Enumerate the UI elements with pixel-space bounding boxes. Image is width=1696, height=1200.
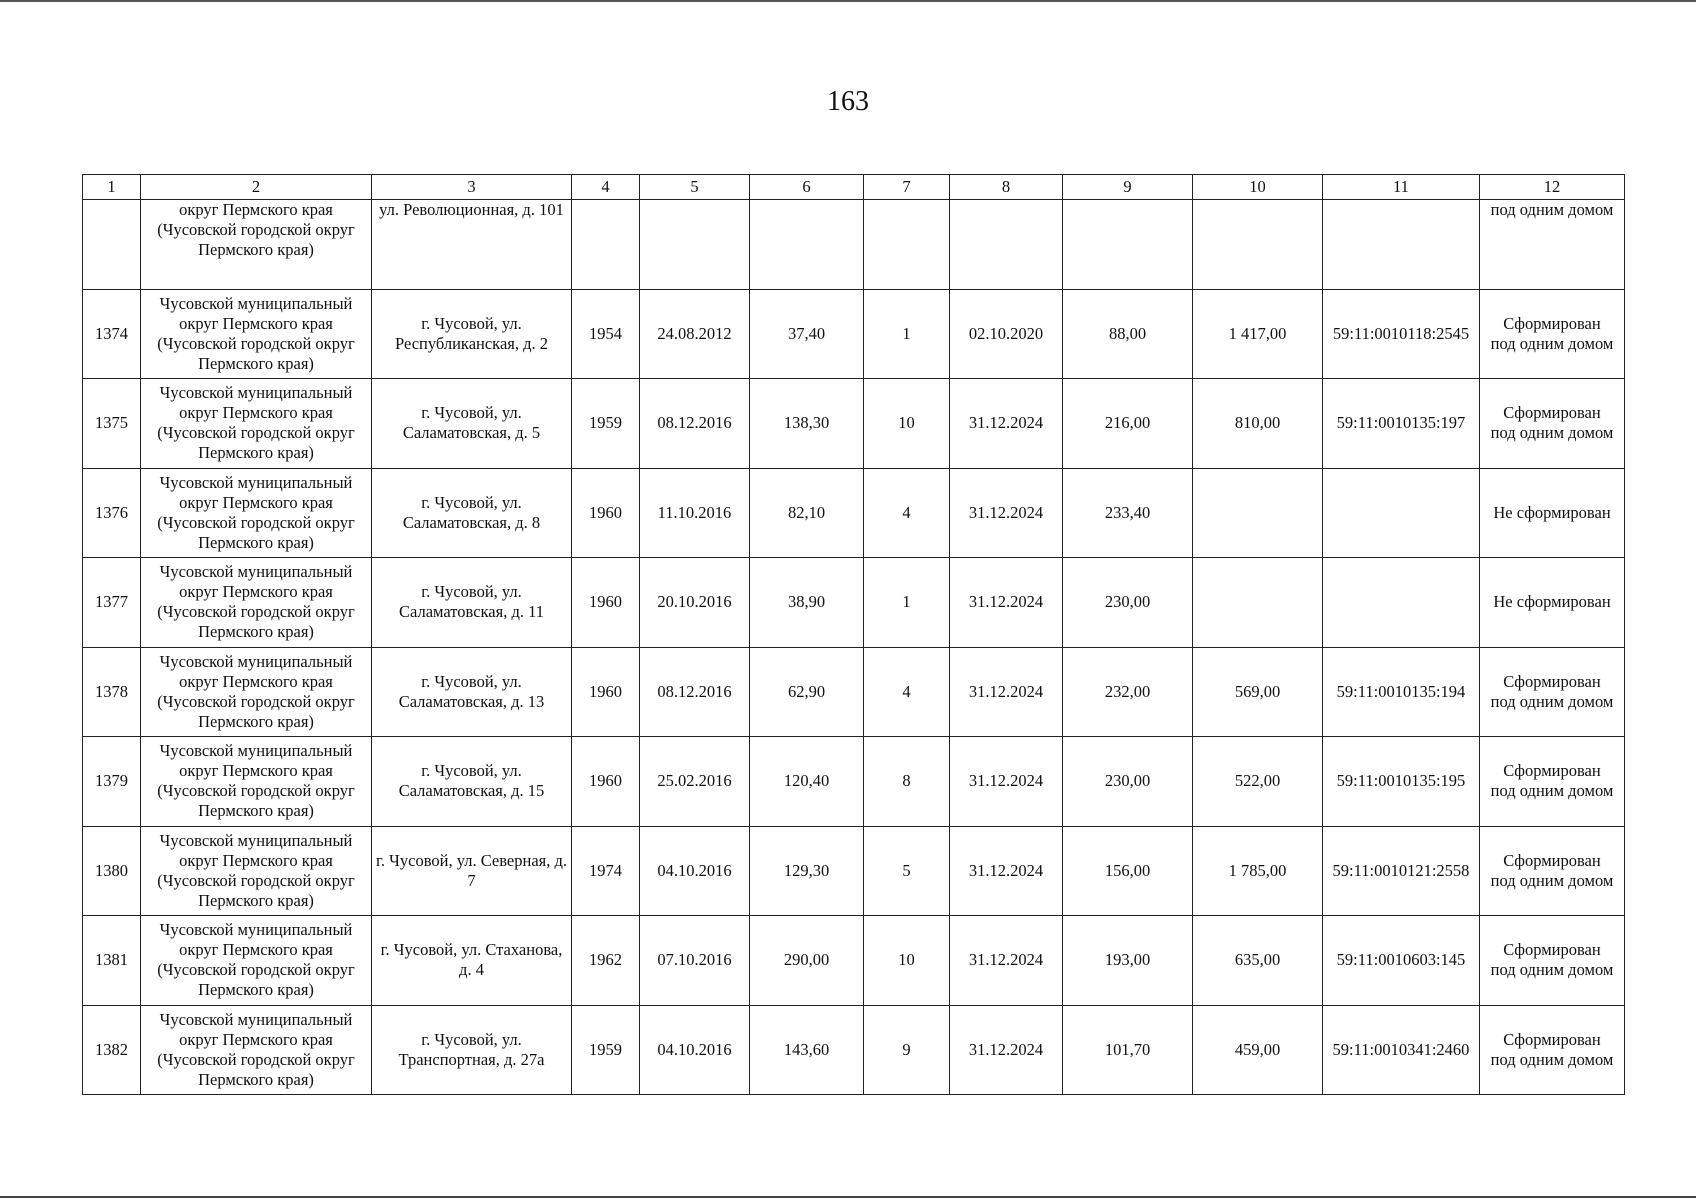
column-header: 9 — [1063, 175, 1193, 200]
land-status-cell: Сформирован под одним домом — [1480, 1005, 1625, 1095]
address-cell: г. Чусовой, ул. Саламатовская, д. 5 — [372, 379, 572, 469]
residents-cell: 8 — [864, 737, 950, 827]
row-number-cell — [83, 200, 141, 290]
column-header: 3 — [372, 175, 572, 200]
land-status-cell: Сформирован под одним домом — [1480, 737, 1625, 827]
land-status-cell: под одним домом — [1480, 200, 1625, 290]
row-number-cell: 1382 — [83, 1005, 141, 1095]
column-header: 11 — [1323, 175, 1480, 200]
resettlement-date-cell: 31.12.2024 — [950, 826, 1063, 916]
land-plot-area-cell: 459,00 — [1193, 1005, 1323, 1095]
table-header — [83, 175, 1625, 200]
build-year-cell: 1954 — [572, 289, 640, 379]
land-plot-area-cell — [1193, 558, 1323, 648]
row-number-cell: 1378 — [83, 647, 141, 737]
land-plot-area-cell: 635,00 — [1193, 916, 1323, 1006]
build-year-cell: 1974 — [572, 826, 640, 916]
municipality-cell: Чусовской муниципальный округ Пермского края (Чусовской городской округ Пермского края) — [141, 289, 372, 379]
residents-cell: 9 — [864, 1005, 950, 1095]
land-area-cell: 88,00 — [1063, 289, 1193, 379]
row-number-cell: 1375 — [83, 379, 141, 469]
address-cell: г. Чусовой, ул. Республиканская, д. 2 — [372, 289, 572, 379]
land-area-cell: 233,40 — [1063, 468, 1193, 558]
table-row — [83, 468, 1625, 558]
row-number-cell: 1379 — [83, 737, 141, 827]
land-plot-area-cell: 1 417,00 — [1193, 289, 1323, 379]
recognition-date-cell: 04.10.2016 — [640, 826, 750, 916]
area-cell: 62,90 — [750, 647, 864, 737]
land-plot-area-cell: 522,00 — [1193, 737, 1323, 827]
land-status-cell: Сформирован под одним домом — [1480, 826, 1625, 916]
recognition-date-cell: 11.10.2016 — [640, 468, 750, 558]
build-year-cell: 1959 — [572, 379, 640, 469]
table-row — [83, 558, 1625, 648]
scan-edge-bottom — [0, 1196, 1696, 1198]
recognition-date-cell: 25.02.2016 — [640, 737, 750, 827]
municipality-cell: Чусовской муниципальный округ Пермского края (Чусовской городской округ Пермского края) — [141, 737, 372, 827]
land-area-cell: 230,00 — [1063, 737, 1193, 827]
land-area-cell: 156,00 — [1063, 826, 1193, 916]
recognition-date-cell — [640, 200, 750, 290]
cadastral-number-cell — [1323, 200, 1480, 290]
recognition-date-cell: 24.08.2012 — [640, 289, 750, 379]
cadastral-number-cell: 59:11:0010121:2558 — [1323, 826, 1480, 916]
table-row — [83, 379, 1625, 469]
build-year-cell: 1960 — [572, 737, 640, 827]
land-area-cell: 101,70 — [1063, 1005, 1193, 1095]
table-row — [83, 647, 1625, 737]
page-number: 163 — [827, 86, 869, 117]
column-header: 1 — [83, 175, 141, 200]
scan-edge-top — [0, 0, 1696, 2]
row-number-cell: 1381 — [83, 916, 141, 1006]
build-year-cell: 1960 — [572, 468, 640, 558]
resettlement-date-cell: 31.12.2024 — [950, 737, 1063, 827]
resettlement-date-cell: 31.12.2024 — [950, 468, 1063, 558]
land-area-cell: 230,00 — [1063, 558, 1193, 648]
cadastral-number-cell: 59:11:0010603:145 — [1323, 916, 1480, 1006]
column-header: 2 — [141, 175, 372, 200]
area-cell: 138,30 — [750, 379, 864, 469]
municipality-cell: Чусовской муниципальный округ Пермского края (Чусовской городской округ Пермского края) — [141, 1005, 372, 1095]
residents-cell — [864, 200, 950, 290]
land-area-cell: 193,00 — [1063, 916, 1193, 1006]
column-header: 8 — [950, 175, 1063, 200]
land-plot-area-cell — [1193, 200, 1323, 290]
recognition-date-cell: 07.10.2016 — [640, 916, 750, 1006]
build-year-cell: 1959 — [572, 1005, 640, 1095]
area-cell: 120,40 — [750, 737, 864, 827]
residents-cell: 4 — [864, 647, 950, 737]
land-plot-area-cell — [1193, 468, 1323, 558]
build-year-cell: 1960 — [572, 558, 640, 648]
resettlement-date-cell: 31.12.2024 — [950, 1005, 1063, 1095]
area-cell: 38,90 — [750, 558, 864, 648]
municipality-cell: Чусовской муниципальный округ Пермского края (Чусовской городской округ Пермского края) — [141, 826, 372, 916]
resettlement-date-cell: 31.12.2024 — [950, 379, 1063, 469]
column-header: 12 — [1480, 175, 1625, 200]
area-cell — [750, 200, 864, 290]
header-row — [83, 175, 1625, 200]
build-year-cell: 1960 — [572, 647, 640, 737]
area-cell: 290,00 — [750, 916, 864, 1006]
land-status-cell: Сформирован под одним домом — [1480, 379, 1625, 469]
land-plot-area-cell: 1 785,00 — [1193, 826, 1323, 916]
resettlement-date-cell: 02.10.2020 — [950, 289, 1063, 379]
municipality-cell: Чусовской муниципальный округ Пермского края (Чусовской городской округ Пермского края) — [141, 558, 372, 648]
cadastral-number-cell — [1323, 558, 1480, 648]
municipality-cell: округ Пермского края (Чусовской городской округ Пермского края) — [141, 200, 372, 290]
resettlement-date-cell: 31.12.2024 — [950, 558, 1063, 648]
land-area-cell — [1063, 200, 1193, 290]
registry-table — [82, 174, 1625, 1095]
cadastral-number-cell: 59:11:0010118:2545 — [1323, 289, 1480, 379]
area-cell: 82,10 — [750, 468, 864, 558]
residents-cell: 10 — [864, 916, 950, 1006]
column-header: 5 — [640, 175, 750, 200]
municipality-cell: Чусовской муниципальный округ Пермского края (Чусовской городской округ Пермского края) — [141, 916, 372, 1006]
land-plot-area-cell: 810,00 — [1193, 379, 1323, 469]
land-area-cell: 232,00 — [1063, 647, 1193, 737]
cadastral-number-cell: 59:11:0010135:197 — [1323, 379, 1480, 469]
row-number-cell: 1380 — [83, 826, 141, 916]
column-header: 6 — [750, 175, 864, 200]
column-header: 7 — [864, 175, 950, 200]
municipality-cell: Чусовской муниципальный округ Пермского края (Чусовской городской округ Пермского края) — [141, 468, 372, 558]
address-cell: г. Чусовой, ул. Стаханова, д. 4 — [372, 916, 572, 1006]
residents-cell: 4 — [864, 468, 950, 558]
residents-cell: 10 — [864, 379, 950, 469]
land-status-cell: Сформирован под одним домом — [1480, 289, 1625, 379]
land-status-cell: Сформирован под одним домом — [1480, 647, 1625, 737]
recognition-date-cell: 20.10.2016 — [640, 558, 750, 648]
cadastral-number-cell: 59:11:0010135:195 — [1323, 737, 1480, 827]
resettlement-date-cell — [950, 200, 1063, 290]
table-row — [83, 289, 1625, 379]
resettlement-date-cell: 31.12.2024 — [950, 916, 1063, 1006]
table-row — [83, 737, 1625, 827]
area-cell: 37,40 — [750, 289, 864, 379]
table-row — [83, 826, 1625, 916]
cadastral-number-cell: 59:11:0010135:194 — [1323, 647, 1480, 737]
recognition-date-cell: 08.12.2016 — [640, 647, 750, 737]
row-number-cell: 1374 — [83, 289, 141, 379]
land-status-cell: Не сформирован — [1480, 468, 1625, 558]
address-cell: г. Чусовой, ул. Северная, д. 7 — [372, 826, 572, 916]
build-year-cell — [572, 200, 640, 290]
table-body — [83, 200, 1625, 1095]
municipality-cell: Чусовской муниципальный округ Пермского края (Чусовской городской округ Пермского края) — [141, 647, 372, 737]
residents-cell: 1 — [864, 289, 950, 379]
address-cell: г. Чусовой, ул. Саламатовская, д. 8 — [372, 468, 572, 558]
cadastral-number-cell — [1323, 468, 1480, 558]
land-area-cell: 216,00 — [1063, 379, 1193, 469]
land-status-cell: Не сформирован — [1480, 558, 1625, 648]
address-cell: г. Чусовой, ул. Саламатовская, д. 15 — [372, 737, 572, 827]
column-header: 4 — [572, 175, 640, 200]
recognition-date-cell: 08.12.2016 — [640, 379, 750, 469]
row-number-cell: 1376 — [83, 468, 141, 558]
land-status-cell: Сформирован под одним домом — [1480, 916, 1625, 1006]
address-cell: г. Чусовой, ул. Саламатовская, д. 11 — [372, 558, 572, 648]
build-year-cell: 1962 — [572, 916, 640, 1006]
cadastral-number-cell: 59:11:0010341:2460 — [1323, 1005, 1480, 1095]
column-header: 10 — [1193, 175, 1323, 200]
municipality-cell: Чусовской муниципальный округ Пермского края (Чусовской городской округ Пермского края) — [141, 379, 372, 469]
address-cell: ул. Революционная, д. 101 — [372, 200, 572, 290]
table-row — [83, 916, 1625, 1006]
address-cell: г. Чусовой, ул. Транспортная, д. 27а — [372, 1005, 572, 1095]
table-row — [83, 200, 1625, 290]
area-cell: 143,60 — [750, 1005, 864, 1095]
land-plot-area-cell: 569,00 — [1193, 647, 1323, 737]
area-cell: 129,30 — [750, 826, 864, 916]
address-cell: г. Чусовой, ул. Саламатовская, д. 13 — [372, 647, 572, 737]
table-row — [83, 1005, 1625, 1095]
resettlement-date-cell: 31.12.2024 — [950, 647, 1063, 737]
row-number-cell: 1377 — [83, 558, 141, 648]
recognition-date-cell: 04.10.2016 — [640, 1005, 750, 1095]
residents-cell: 1 — [864, 558, 950, 648]
residents-cell: 5 — [864, 826, 950, 916]
